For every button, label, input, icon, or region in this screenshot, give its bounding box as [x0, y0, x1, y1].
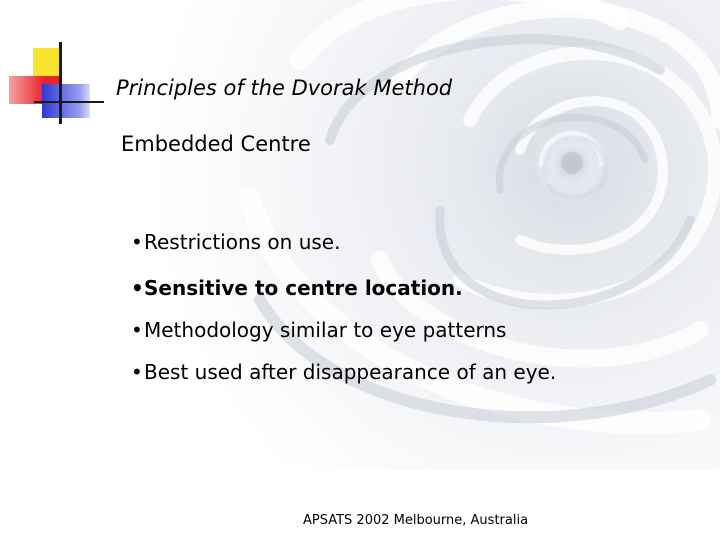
slide-logo — [0, 0, 110, 130]
bullet-item-sensitive — [131, 274, 556, 316]
bullet-list — [131, 228, 556, 400]
bullet-text: Methodology similar to eye patterns — [144, 318, 507, 342]
bullet-text: Sensitive to centre location. — [144, 276, 463, 300]
logo-vertical-line — [59, 42, 62, 124]
slide-subtitle: Embedded Centre — [121, 132, 311, 156]
bullet-dot: • — [131, 318, 143, 342]
bullet-item-methodology — [131, 316, 556, 358]
bullet-item-restrictions — [131, 228, 556, 270]
bullet-text: Best used after disappearance of an eye. — [144, 360, 557, 384]
logo-horizontal-line — [34, 101, 104, 103]
bullet-dot: • — [131, 230, 143, 254]
bullet-item-best-used — [131, 358, 556, 400]
bullet-text: Restrictions on use. — [144, 230, 341, 254]
bullet-dot: • — [131, 276, 144, 300]
slide-footer: APSATS 2002 Melbourne, Australia — [303, 513, 529, 528]
bullet-dot: • — [131, 360, 143, 384]
slide-title: Principles of the Dvorak Method — [116, 76, 453, 100]
